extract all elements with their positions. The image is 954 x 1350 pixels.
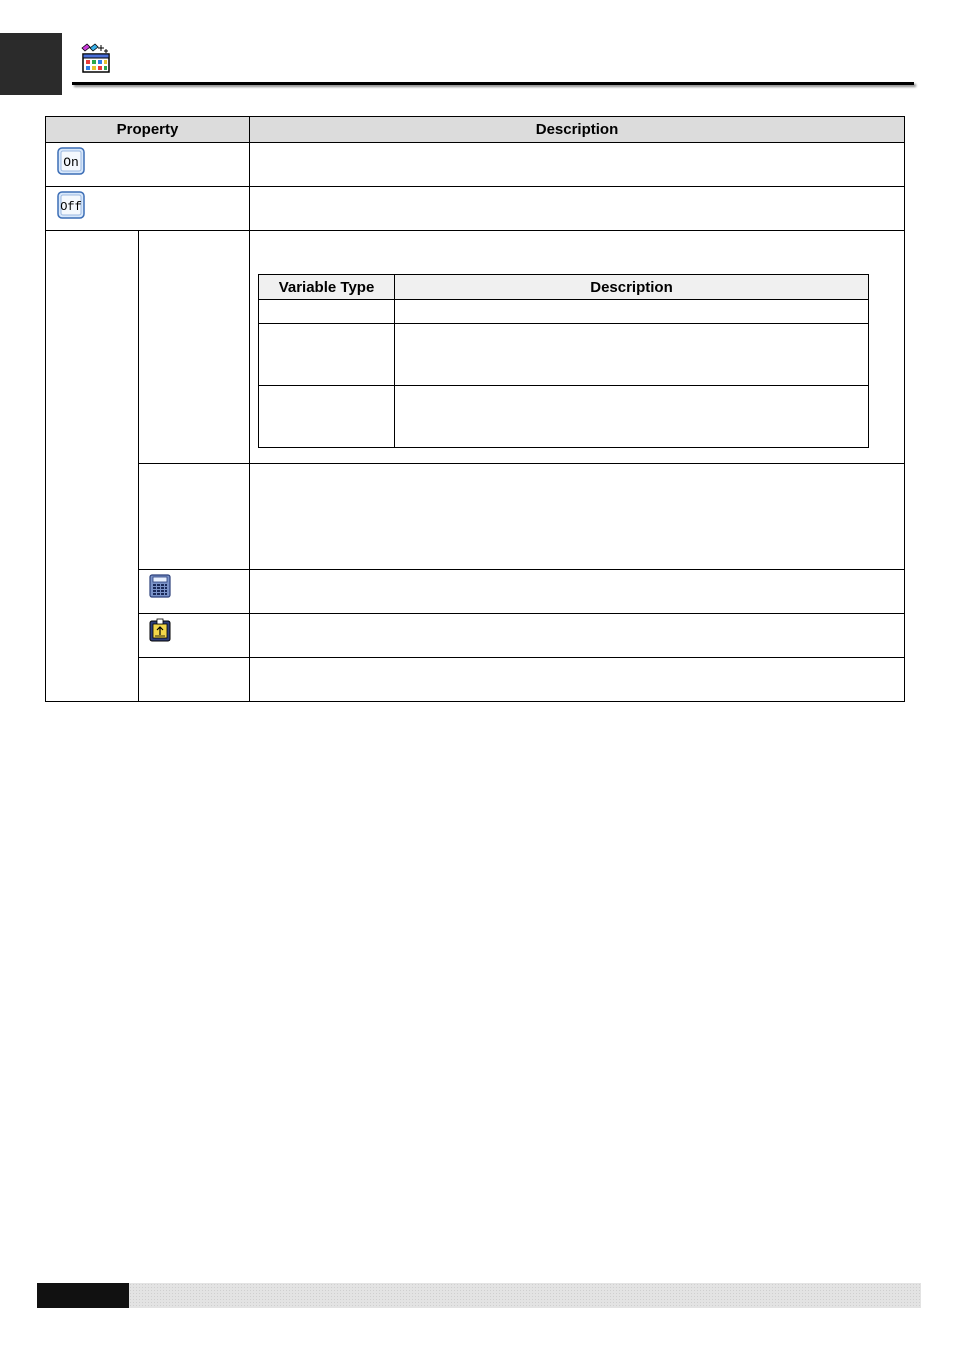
calculator-icon: [149, 574, 171, 598]
on-button-icon: [57, 147, 85, 175]
variable-type-column-header: Variable Type: [259, 275, 395, 300]
table-header-row: [46, 117, 905, 143]
off-button-property-cell: [46, 187, 250, 231]
variable-type-table: [258, 274, 869, 448]
svg-text:On: On: [63, 155, 79, 170]
chapter-tab-block: [0, 33, 62, 95]
description-cell: [250, 658, 905, 702]
off-button-description-cell: [250, 187, 905, 231]
on-button-property-cell: [46, 143, 250, 187]
property-cell: [139, 658, 250, 702]
calculator-property-cell: [139, 570, 250, 614]
table-row: [46, 231, 905, 464]
svg-text:Off: Off: [60, 200, 82, 214]
palette-grid-icon: [80, 42, 112, 74]
tag-description-cell: [250, 614, 905, 658]
off-button-icon: [57, 191, 85, 219]
on-button-description-cell: [250, 143, 905, 187]
description-column-header: Description: [250, 117, 905, 143]
table-row: [259, 324, 869, 386]
table-row: [46, 187, 905, 231]
table-row: [46, 143, 905, 187]
table-row: [46, 614, 905, 658]
property-table: [45, 116, 905, 702]
footer-bar: [129, 1283, 921, 1308]
footer-page-number-block: [37, 1283, 129, 1308]
tag-property-cell: [139, 614, 250, 658]
group-property-cell: [46, 231, 139, 702]
description-cell: [250, 464, 905, 570]
tag-icon: [149, 618, 171, 642]
table-row: [46, 658, 905, 702]
header-rule: [72, 82, 914, 85]
table-row: [259, 300, 869, 324]
table-row: [46, 464, 905, 570]
calculator-description-cell: [250, 570, 905, 614]
table-row: [46, 570, 905, 614]
table-row: [259, 386, 869, 448]
variable-description-column-header: Description: [395, 275, 869, 300]
property-cell: [139, 464, 250, 570]
variable-table-header-row: [259, 275, 869, 300]
variable-description-cell: [250, 231, 905, 464]
variable-property-cell: [139, 231, 250, 464]
property-column-header: Property: [46, 117, 250, 143]
